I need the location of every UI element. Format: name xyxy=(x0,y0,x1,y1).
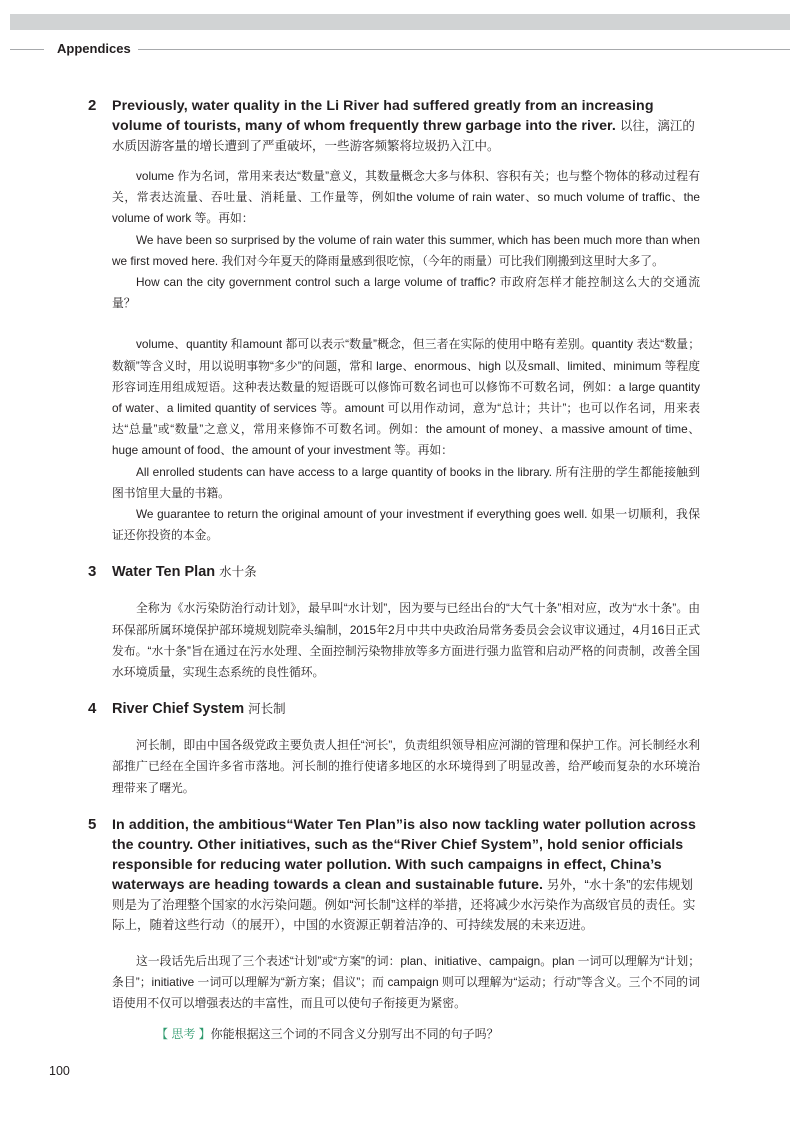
item-number: 3 xyxy=(88,563,97,581)
paragraph: All enrolled students can have access to a large quantity of books in the library. 所有注册的学生都能接触到图书馆里大量的书籍。 xyxy=(112,464,700,500)
paragraph: volume、quantity 和amount 都可以表示“数量”概念，但三者在实际的使用中略有差别。quantity 表达“数量；数额”等含义时，用以说明事物“多少”的问题，常和 large、enormous、high 以及small、limited、minimum 等程度形容词连用组成短语。这种表达数量的短语既可以修饰可数名词也可以修饰不可数名词，例如：a large quantity of water、a limited quantity of services 等。amount 可以用作动词，意为“总计；共计”；也可以作名词，用来表达“总量”或“数量”之意义，常用来修饰不可数名词。例如：the amount of money、a massive amount of time、huge amount of food、the amount of your investment 等。再如： xyxy=(112,337,700,458)
heading-english: River Chief System xyxy=(112,701,245,718)
header-rule-left xyxy=(10,49,44,50)
lead-sentence xyxy=(112,815,700,935)
paragraph: volume 作为名词，常用来表达“数量”意义，其数量概念大多与体积、容积有关；也与整个物体的移动过程有关，常表达流量、吞吐量、消耗量、工作量等，例如the volume of rain water、so much volume of traffic、the volume of work 等。再如： xyxy=(112,169,700,226)
heading-chinese: 河长制 xyxy=(248,702,286,717)
note-item-3 xyxy=(88,562,700,683)
note-item-5 xyxy=(88,815,700,1046)
heading-english: Water Ten Plan xyxy=(112,564,216,581)
header-bar xyxy=(10,14,790,30)
running-head: Appendices xyxy=(57,41,131,56)
page-content xyxy=(88,96,700,1045)
lead-chinese: 另外，“水十条”的宏伟规划则是为了治理整个国家的水污染问题。例如“河长制”这样的举措，还将减少水污染作为高级官员的责任。实际上，随着这些行动（的展开），中国的水资源正朝着洁净的、可持续发展的未来迈进。 xyxy=(112,877,696,932)
item-number: 2 xyxy=(88,97,97,114)
lead-english: Previously, water quality in the Li River had suffered greatly from an increasing volume of tourists, many of whom frequently threw garbage into the river. xyxy=(112,98,654,134)
item-number: 4 xyxy=(88,700,97,718)
paragraph: We have been so surprised by the volume of rain water this summer, which has been much more than when we first moved here. 我们对今年夏天的降雨量感到很吃惊，（今年的雨量）可比我们刚搬到这里时大多了。 xyxy=(112,232,700,268)
paragraph: 全称为《水污染防治行动计划》，最早叫“水计划”，因为要与已经出台的“大气十条”相对应，改为“水十条”。由环保部所属环境保护部环境规划院牵头编制，2015年2月中共中央政治局常务委员会会议审议通过，4月16日正式发布。“水十条”旨在通过在污水处理、全面控制污染物排放等多方面进行强力监管和启动严格的问责制，改善全国水环境质量，实现生态系统的良性循环。 xyxy=(112,601,700,680)
paragraph: 这一段话先后出现了三个表述“计划”或“方案”的词：plan、initiative、campaign。plan 一词可以理解为“计划；条目”；initiative 一词可以理解为“新方案；倡议”；而 campaign 则可以理解为“运动；行动”等含义。三个不同的词语使用不仅可以增强表达的丰富性，而且可以使句子衔接更为紧密。 xyxy=(112,953,700,1011)
note-item-2 xyxy=(88,96,700,546)
item-number: 5 xyxy=(88,815,97,833)
heading-chinese: 水十条 xyxy=(219,565,257,580)
think-tag: 【 思考 】 xyxy=(156,1027,211,1042)
paragraph: How can the city government control such a large volume of traffic? 市政府怎样才能控制这么大的交通流量？ xyxy=(112,275,700,311)
paragraph: We guarantee to return the original amount of your investment if everything goes well. 如果一切顺利，我保证还你投资的本金。 xyxy=(112,507,700,543)
lead-english: In addition, the ambitious“Water Ten Plan”is also now tackling water pollution across the country. Other initiatives, such as the“River Chief System”, hold senior officials responsible for reducing water pollution. With such campaigns in effect, China’s waterways are heading towards a clean and sustainable future. xyxy=(112,816,696,893)
section-heading xyxy=(112,562,700,582)
lead-sentence xyxy=(112,96,700,156)
think-question: 你能根据这三个词的不同含义分别写出不同的句子吗？ xyxy=(210,1027,499,1042)
note-item-4 xyxy=(88,699,700,799)
page-number: 100 xyxy=(49,1064,70,1078)
header-rule-right xyxy=(138,49,790,50)
section-heading xyxy=(112,699,700,719)
think-prompt xyxy=(112,1024,700,1045)
paragraph: 河长制，即由中国各级党政主要负责人担任“河长”，负责组织领导相应河湖的管理和保护工作。河长制经水利部推广已经在全国许多省市落地。河长制的推行使诸多地区的水环境得到了明显改善，给严峻而复杂的水环境治理带来了曙光。 xyxy=(112,738,700,795)
lead-chinese: 以往，漓江的水质因游客量的增长遭到了严重破坏，一些游客频繁将垃圾扔入江中。 xyxy=(112,119,695,153)
